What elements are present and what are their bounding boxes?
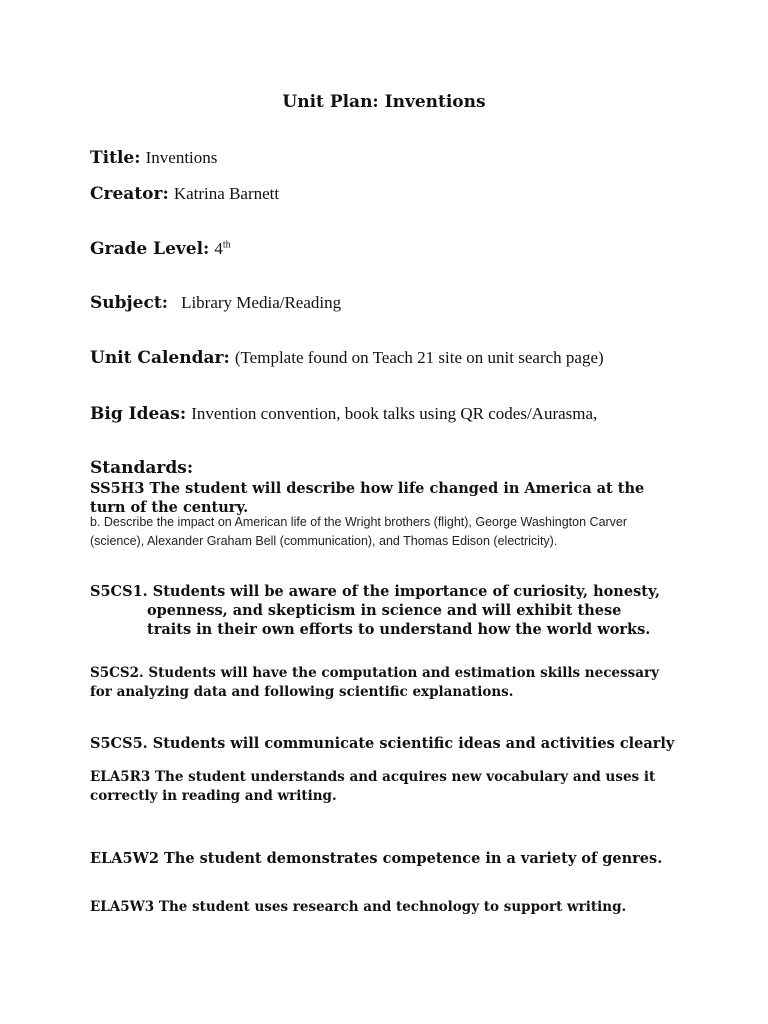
title-value: Inventions: [145, 148, 218, 167]
creator-field: [90, 184, 710, 204]
standard-ss5h3-b: b. Describe the impact on American life of the Wright brothers (flight), George Washington Carver (science), Alexander Graham Bell (communication), and Thomas Edison (electricity).: [90, 515, 628, 548]
standard-s5cs2: S5CS2. Students will have the computation and estimation skills necessary for analyzing data and following scientific explanations.: [90, 665, 659, 700]
standard-ela5r3: ELA5R3 The student understands and acquires new vocabulary and uses it correctly in reading and writing.: [90, 769, 656, 804]
subject-value: Library Media/Reading: [181, 293, 342, 312]
creator-value: Katrina Barnett: [173, 184, 280, 203]
subject-label: Subject:: [90, 293, 168, 313]
title-label: Title:: [90, 148, 141, 168]
standard-ela5w3: ELA5W3 The student uses research and technology to support writing.: [90, 899, 627, 915]
creator-label: Creator:: [90, 184, 169, 204]
standard-ela5w2: ELA5W2 The student demonstrates competence in a variety of genres.: [90, 850, 663, 867]
big-ideas-value: Invention convention, book talks using QR codes/Aurasma,: [191, 404, 598, 423]
unit-calendar-field: [90, 348, 710, 368]
big-ideas-label: Big Ideas:: [90, 404, 187, 424]
unit-calendar-value: (Template found on Teach 21 site on unit search page): [234, 348, 604, 367]
grade-level-suffix: th: [222, 239, 231, 251]
standard-s5cs1: S5CS1. Students will be aware of the importance of curiosity, honesty, openness, and skepticism in science and will exhibit these traits in their own efforts to understand how the world works.: [90, 583, 661, 638]
standards-heading: Standards:: [90, 458, 194, 478]
grade-level-value: 4: [214, 239, 223, 258]
subject-field: [90, 293, 710, 313]
unit-calendar-label: Unit Calendar:: [90, 348, 230, 368]
grade-level-field: [90, 239, 710, 259]
big-ideas-field: [90, 404, 710, 424]
title-field: [90, 148, 710, 168]
grade-level-label: Grade Level:: [90, 239, 210, 259]
standard-s5cs5: S5CS5. Students will communicate scientific ideas and activities clearly: [90, 735, 675, 752]
document-title: Unit Plan: Inventions: [282, 92, 486, 112]
standard-ss5h3: SS5H3 The student will describe how life changed in America at the turn of the century.: [90, 480, 645, 516]
